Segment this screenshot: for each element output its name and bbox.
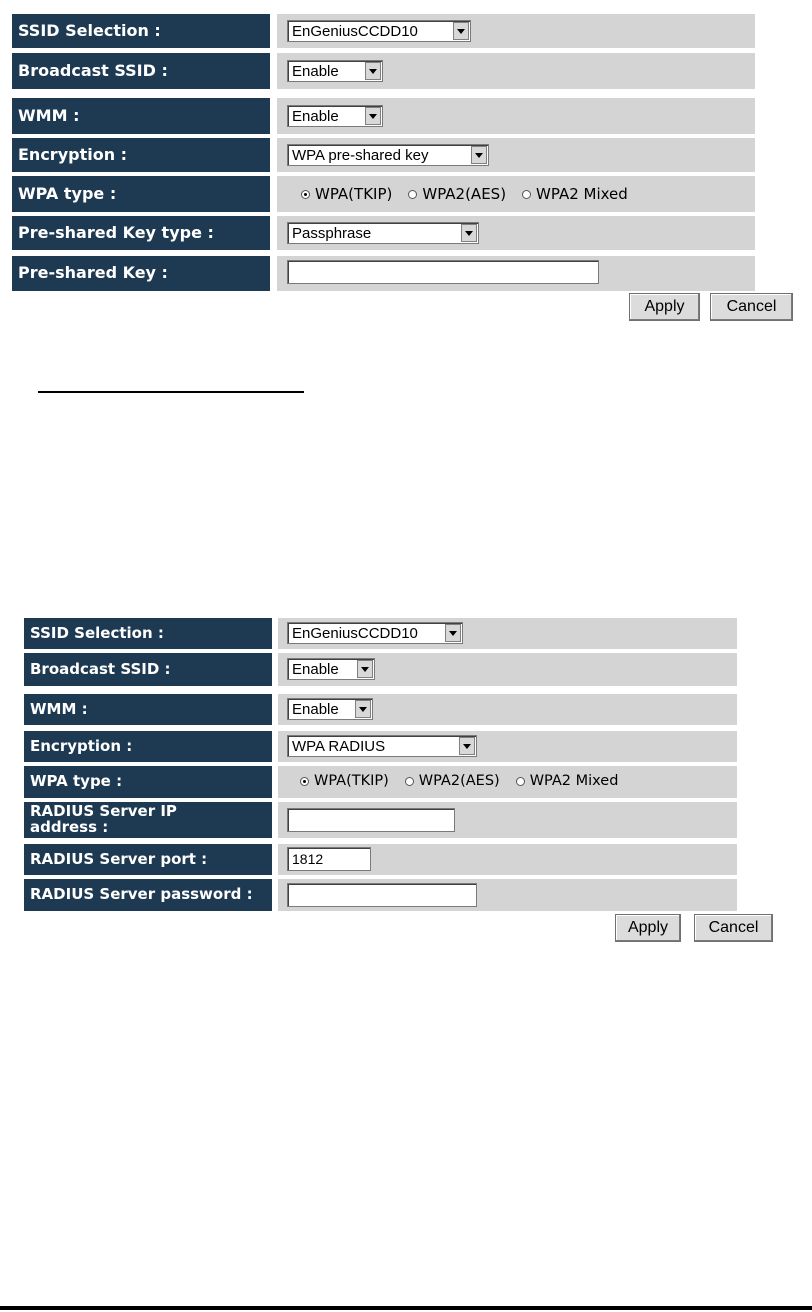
radius-ip-input[interactable]: [287, 808, 455, 832]
chevron-down-icon[interactable]: [453, 22, 469, 40]
underline-divider: [38, 391, 304, 393]
wpa-type-label: WPA type :: [12, 176, 270, 212]
wmm-label: WMM :: [12, 98, 270, 134]
wmm-row: [24, 694, 737, 725]
wmm-value: Enable: [292, 701, 339, 718]
wpa2-mixed-radio[interactable]: [522, 185, 628, 203]
radius-ip-cell: [278, 802, 737, 838]
wpa2-aes-radio[interactable]: [408, 185, 506, 203]
psk-input[interactable]: [287, 260, 599, 284]
wpa-type-cell: [277, 176, 755, 212]
encryption-dropdown[interactable]: [287, 144, 489, 166]
footer-rule: [0, 1306, 812, 1310]
ssid-selection-value: EnGeniusCCDD10: [292, 625, 418, 642]
radius-password-cell: [278, 879, 737, 911]
apply-button[interactable]: Apply: [629, 293, 700, 321]
broadcast-ssid-label: Broadcast SSID :: [24, 653, 272, 686]
radio-unselected-icon[interactable]: [516, 777, 525, 786]
wmm-label: WMM :: [24, 694, 272, 725]
ssid-selection-label: SSID Selection :: [12, 14, 270, 48]
psk-type-row: [12, 216, 755, 250]
chevron-down-icon[interactable]: [365, 107, 381, 125]
psk-type-dropdown[interactable]: [287, 222, 479, 244]
chevron-down-icon[interactable]: [357, 660, 373, 678]
radius-password-input[interactable]: [287, 883, 477, 907]
psk-row: [12, 256, 755, 291]
radius-ip-label: RADIUS Server IP address :: [24, 802, 272, 838]
radio-selected-icon[interactable]: [301, 190, 310, 199]
encryption-row: [24, 731, 737, 762]
psk-type-cell: [277, 216, 755, 250]
wpa2-aes-label: WPA2(AES): [418, 773, 500, 789]
wpa-tkip-label: WPA(TKIP): [314, 773, 389, 789]
ssid-selection-cell: [277, 14, 755, 48]
chevron-down-icon[interactable]: [471, 146, 487, 164]
wpa-type-radio-group: [301, 185, 644, 203]
broadcast-ssid-value: Enable: [292, 661, 339, 678]
wmm-dropdown[interactable]: [287, 105, 383, 127]
wmm-row: [12, 98, 755, 134]
wpa-psk-settings-panel: [12, 14, 802, 326]
wpa-type-row: [24, 766, 737, 798]
encryption-value: WPA pre-shared key: [292, 147, 429, 164]
wpa-tkip-label: WPA(TKIP): [315, 185, 393, 203]
encryption-dropdown[interactable]: [287, 735, 477, 757]
radius-port-label: RADIUS Server port :: [24, 844, 272, 875]
chevron-down-icon[interactable]: [365, 62, 381, 80]
encryption-value: WPA RADIUS: [292, 738, 386, 755]
wmm-cell: [277, 98, 755, 134]
broadcast-ssid-value: Enable: [292, 63, 339, 80]
ssid-selection-value: EnGeniusCCDD10: [292, 23, 418, 40]
cancel-button[interactable]: Cancel: [694, 914, 773, 942]
psk-type-label: Pre-shared Key type :: [12, 216, 270, 250]
radius-port-cell: [278, 844, 737, 875]
wpa-type-row: [12, 176, 755, 212]
broadcast-ssid-dropdown[interactable]: [287, 658, 375, 680]
chevron-down-icon[interactable]: [445, 624, 461, 642]
radius-password-label: RADIUS Server password :: [24, 879, 272, 911]
wpa-type-radio-group: [300, 773, 634, 789]
apply-button[interactable]: Apply: [615, 914, 681, 942]
broadcast-ssid-row: [24, 653, 737, 686]
broadcast-ssid-dropdown[interactable]: [287, 60, 383, 82]
encryption-cell: [277, 138, 755, 172]
broadcast-ssid-label: Broadcast SSID :: [12, 53, 270, 89]
broadcast-ssid-row: [12, 53, 755, 89]
encryption-label: Encryption :: [24, 731, 272, 762]
wpa2-mixed-label: WPA2 Mixed: [536, 185, 628, 203]
wpa2-aes-radio[interactable]: [405, 773, 500, 789]
chevron-down-icon[interactable]: [355, 700, 371, 718]
psk-cell: [277, 256, 755, 291]
wmm-dropdown[interactable]: [287, 698, 373, 720]
encryption-label: Encryption :: [12, 138, 270, 172]
radio-unselected-icon[interactable]: [405, 777, 414, 786]
wpa-type-label: WPA type :: [24, 766, 272, 798]
broadcast-ssid-cell: [277, 53, 755, 89]
encryption-row: [12, 138, 755, 172]
wpa-type-cell: [278, 766, 737, 798]
chevron-down-icon[interactable]: [461, 224, 477, 242]
encryption-cell: [278, 731, 737, 762]
cancel-button[interactable]: Cancel: [710, 293, 793, 321]
ssid-selection-dropdown[interactable]: [287, 20, 471, 42]
ssid-selection-label: SSID Selection :: [24, 618, 272, 649]
ssid-selection-dropdown[interactable]: [287, 622, 463, 644]
radius-port-input[interactable]: [287, 847, 371, 871]
radius-port-row: [24, 844, 737, 875]
ssid-selection-row: [12, 14, 755, 48]
wpa-radius-settings-panel: [24, 618, 784, 948]
wmm-value: Enable: [292, 108, 339, 125]
radius-password-row: [24, 879, 737, 911]
wpa2-mixed-label: WPA2 Mixed: [529, 773, 619, 789]
psk-label: Pre-shared Key :: [12, 256, 270, 291]
chevron-down-icon[interactable]: [459, 737, 475, 755]
broadcast-ssid-cell: [278, 653, 737, 686]
wpa-tkip-radio[interactable]: [300, 773, 389, 789]
radius-ip-row: [24, 802, 737, 838]
psk-type-value: Passphrase: [292, 225, 372, 242]
ssid-selection-row: [24, 618, 737, 649]
radio-selected-icon[interactable]: [300, 777, 309, 786]
wpa2-aes-label: WPA2(AES): [422, 185, 507, 203]
ssid-selection-cell: [278, 618, 737, 649]
wpa-tkip-radio[interactable]: [301, 185, 392, 203]
radio-unselected-icon[interactable]: [408, 190, 417, 199]
radio-unselected-icon[interactable]: [522, 190, 531, 199]
wpa2-mixed-radio[interactable]: [516, 773, 619, 789]
wmm-cell: [278, 694, 737, 725]
